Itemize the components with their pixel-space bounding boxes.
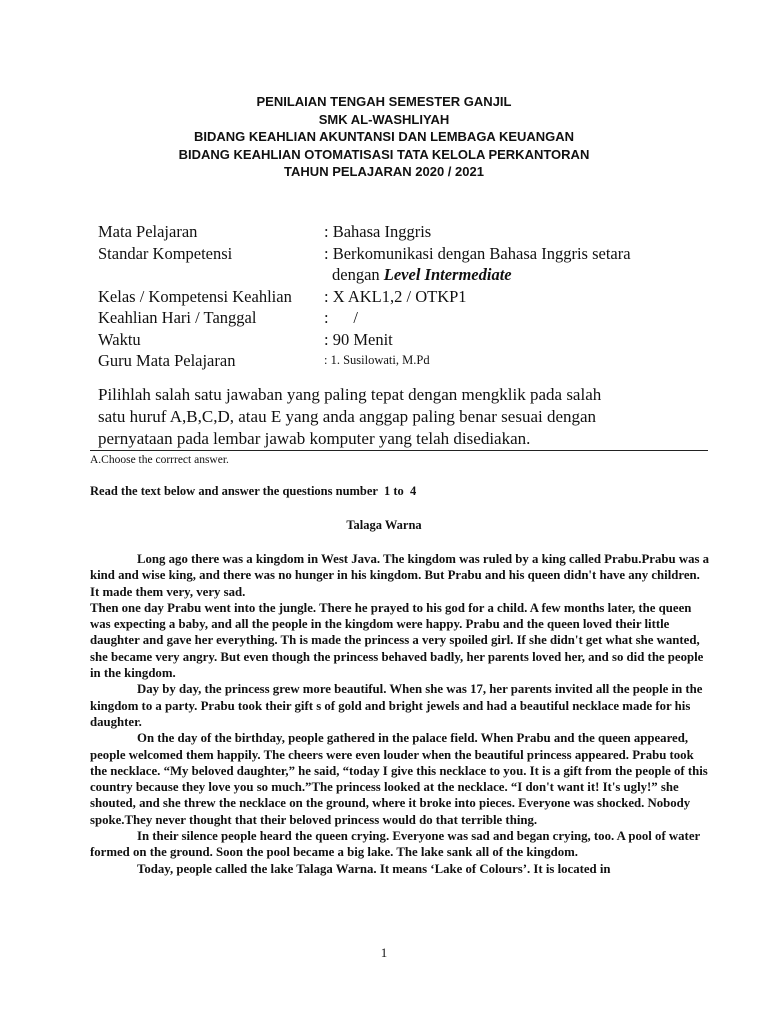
header-line-dept-accounting: BIDANG KEAHLIAN AKUNTANSI DAN LEMBAGA KEUANGAN bbox=[193, 129, 575, 145]
story-paragraph: Today, people called the lake Talaga Warna. It means ‘Lake of Colours’. It is located in bbox=[137, 861, 611, 876]
info-row-time bbox=[98, 329, 698, 351]
info-row-competency bbox=[98, 243, 698, 265]
info-value: : 1. Susilowati, M.Pd bbox=[324, 353, 430, 367]
info-label: Kelas / Kompetensi Keahlian bbox=[98, 286, 292, 306]
section-choose-label: A.Choose the corrrect answer. bbox=[90, 454, 229, 466]
instructions bbox=[98, 384, 698, 450]
info-value: : X AKL1,2 / OTKP1 bbox=[324, 286, 467, 306]
story-paragraph: Day by day, the princess grew more beautiful. When she was 17, her parents invited all the people in the kingdom to a party. Prabu took their gift s of gold and bright jewels and had a beautiful necklace made for his daughter. bbox=[90, 682, 703, 729]
exam-header bbox=[0, 93, 768, 181]
info-value: : 90 Menit bbox=[324, 329, 393, 349]
info-label: Waktu bbox=[98, 329, 141, 349]
info-cont-prefix: dengan bbox=[332, 265, 384, 284]
info-value: : / bbox=[324, 308, 358, 327]
info-value: : Berkomunikasi dengan Bahasa Inggris setara bbox=[324, 243, 631, 263]
info-label: Guru Mata Pelajaran bbox=[98, 351, 236, 370]
info-label: Mata Pelajaran bbox=[98, 222, 198, 241]
story-paragraph: Then one day Prabu went into the jungle. There he prayed to his god for a child. A few months later, the queen was expecting a baby, and all the people in the kingdom were happy. Prabu and the queen loved their little daughter and gave her everything. Th is made the princess a very spoiled girl. If she didn't get what she wanted, she became very angry. But even though the princess behaved badly, her parents loved her, and so did the people in the kingdom. bbox=[90, 600, 704, 681]
story-text bbox=[90, 551, 710, 877]
divider bbox=[90, 450, 708, 451]
header-line-dept-office: BIDANG KEAHLIAN OTOMATISASI TATA KELOLA PERKANTORAN bbox=[178, 146, 590, 162]
story-title: Talaga Warna bbox=[346, 518, 422, 532]
story-paragraph: In their silence people heard the queen crying. Everyone was sad and began crying, too. A pool of water formed on the ground. Soon the pool became a big lake. The lake sank all of the kingdom. bbox=[90, 829, 700, 860]
story-paragraph: Long ago there was a kingdom in West Java. The kingdom was ruled by a king called Prabu.Prabu was a kind and wise king, and there was no hunger in his kingdom. But Prabu and his queen didn't have any children. It made them very, very sad. bbox=[90, 552, 710, 599]
info-label: Standar Kompetensi bbox=[98, 243, 233, 263]
header-line-school: SMK AL-WASHLIYAH bbox=[318, 111, 450, 127]
instruction-line: satu huruf A,B,C,D, atau E yang anda anggap paling benar sesuai dengan bbox=[98, 407, 597, 426]
info-row-subject bbox=[98, 221, 698, 243]
info-label: Keahlian Hari / Tanggal bbox=[98, 308, 257, 327]
instruction-line: pernyataan pada lembar jawab komputer yang telah disediakan. bbox=[98, 429, 531, 448]
info-row-teacher bbox=[98, 350, 698, 372]
info-value: : Bahasa Inggris bbox=[324, 222, 432, 241]
info-row-date bbox=[98, 307, 698, 329]
exam-info bbox=[98, 221, 698, 372]
story-paragraph: On the day of the birthday, people gathered in the palace field. When Prabu and the queen appeared, people welcomed them happily. The cheers were even louder when the beautiful princess appeared. Prabu took the necklace. “My beloved daughter,” he said, “today I give this necklace to you. It is a gift from the people of this country because they love you so much.”The princess looked at the necklace. “I don't want it! It's ugly!” she shouted, and she threw the necklace on the ground, where it broke into pieces. Everyone was shocked. Nobody spoke.They never thought that their beloved princess would do that terrible thing. bbox=[90, 731, 708, 827]
info-competency-continuation bbox=[98, 264, 698, 286]
section-read-instruction: Read the text below and answer the questions number 1 to 4 bbox=[90, 484, 417, 498]
header-line-exam: PENILAIAN TENGAH SEMESTER GANJIL bbox=[256, 94, 512, 109]
header-line-year: TAHUN PELAJARAN 2020 / 2021 bbox=[284, 164, 484, 180]
info-row-class bbox=[98, 286, 698, 308]
page-number: 1 bbox=[380, 945, 388, 960]
info-cont-level: Level Intermediate bbox=[383, 265, 512, 284]
instruction-line: Pilihlah salah satu jawaban yang paling tepat dengan mengklik pada salah bbox=[98, 385, 602, 404]
